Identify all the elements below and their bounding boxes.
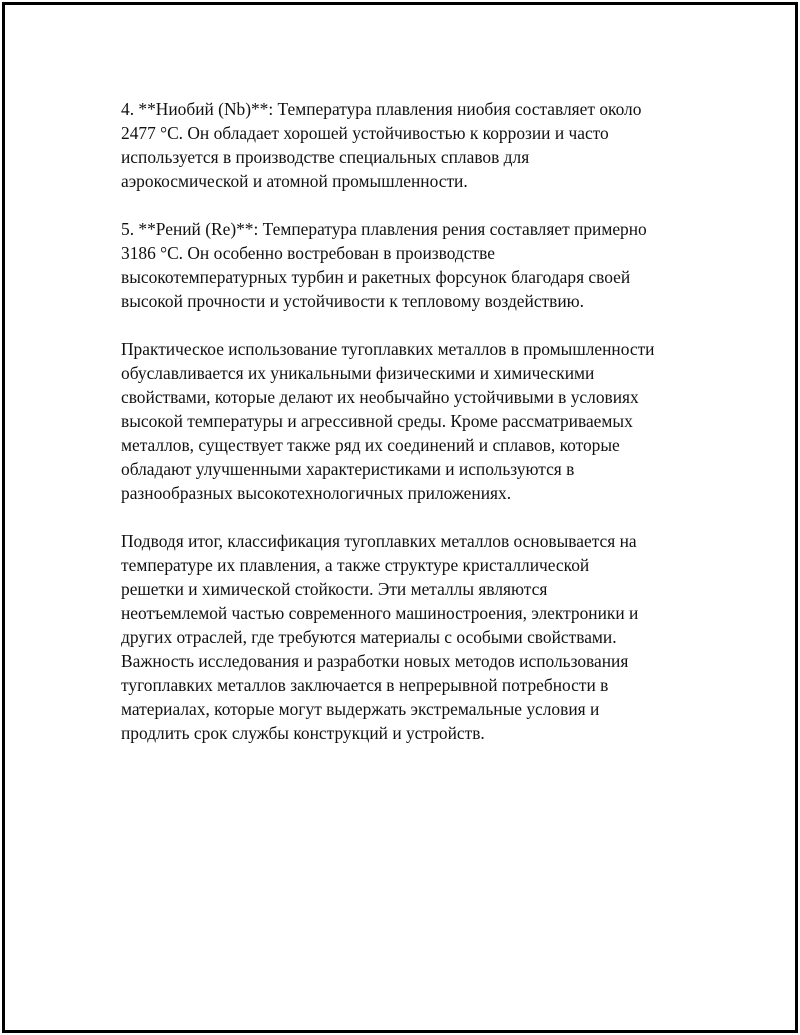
text-line: обуславливается их уникальными физическими и химическими [121, 363, 595, 383]
paragraph-practical-use [121, 337, 701, 505]
text-line: используется в производстве специальных сплавов для [121, 147, 530, 167]
text-line: температуре их плавления, а также структуре кристаллической [121, 555, 590, 575]
text-line: 5. **Рений (Re)**: Температура плавления рения составляет примерно [121, 219, 647, 239]
text-line: Важность исследования и разработки новых методов использования [121, 651, 629, 671]
text-line: тугоплавких металлов заключается в непрерывной потребности в [121, 675, 609, 695]
paragraph-rhenium [121, 217, 701, 313]
text-line: 4. **Ниобий (Nb)**: Температура плавления ниобия составляет около [121, 99, 642, 119]
text-line: 2477 °C. Он обладает хорошей устойчивостью к коррозии и часто [121, 123, 609, 143]
text-line: других отраслей, где требуются материалы с особыми свойствами. [121, 627, 617, 647]
text-line: обладают улучшенными характеристиками и используются в [121, 459, 575, 479]
text-line: высокотемпературных турбин и ракетных форсунок благодаря своей [121, 267, 631, 287]
document-body [121, 97, 701, 745]
text-line: свойствами, которые делают их необычайно устойчивыми в условиях [121, 387, 639, 407]
text-line: Подводя итог, классификация тугоплавких металлов основывается на [121, 531, 637, 551]
text-line: 3186 °C. Он особенно востребован в производстве [121, 243, 495, 263]
text-line: Практическое использование тугоплавких металлов в промышленности [121, 339, 655, 359]
text-line: высокой прочности и устойчивости к тепловому воздействию. [121, 291, 585, 311]
paragraph-conclusion [121, 529, 701, 745]
text-line: аэрокосмической и атомной промышленности. [121, 171, 468, 191]
text-line: продлить срок службы конструкций и устройств. [121, 723, 485, 743]
document-page [2, 2, 798, 1033]
text-line: материалах, которые могут выдержать экстремальные условия и [121, 699, 600, 719]
text-line: высокой температуры и агрессивной среды. Кроме рассматриваемых [121, 411, 633, 431]
text-line: неотъемлемой частью современного машиностроения, электроники и [121, 603, 639, 623]
text-line: металлов, существует также ряд их соединений и сплавов, которые [121, 435, 620, 455]
text-line: разнообразных высокотехнологичных приложениях. [121, 483, 512, 503]
text-line: решетки и химической стойкости. Эти металлы являются [121, 579, 548, 599]
paragraph-niobium [121, 97, 701, 193]
